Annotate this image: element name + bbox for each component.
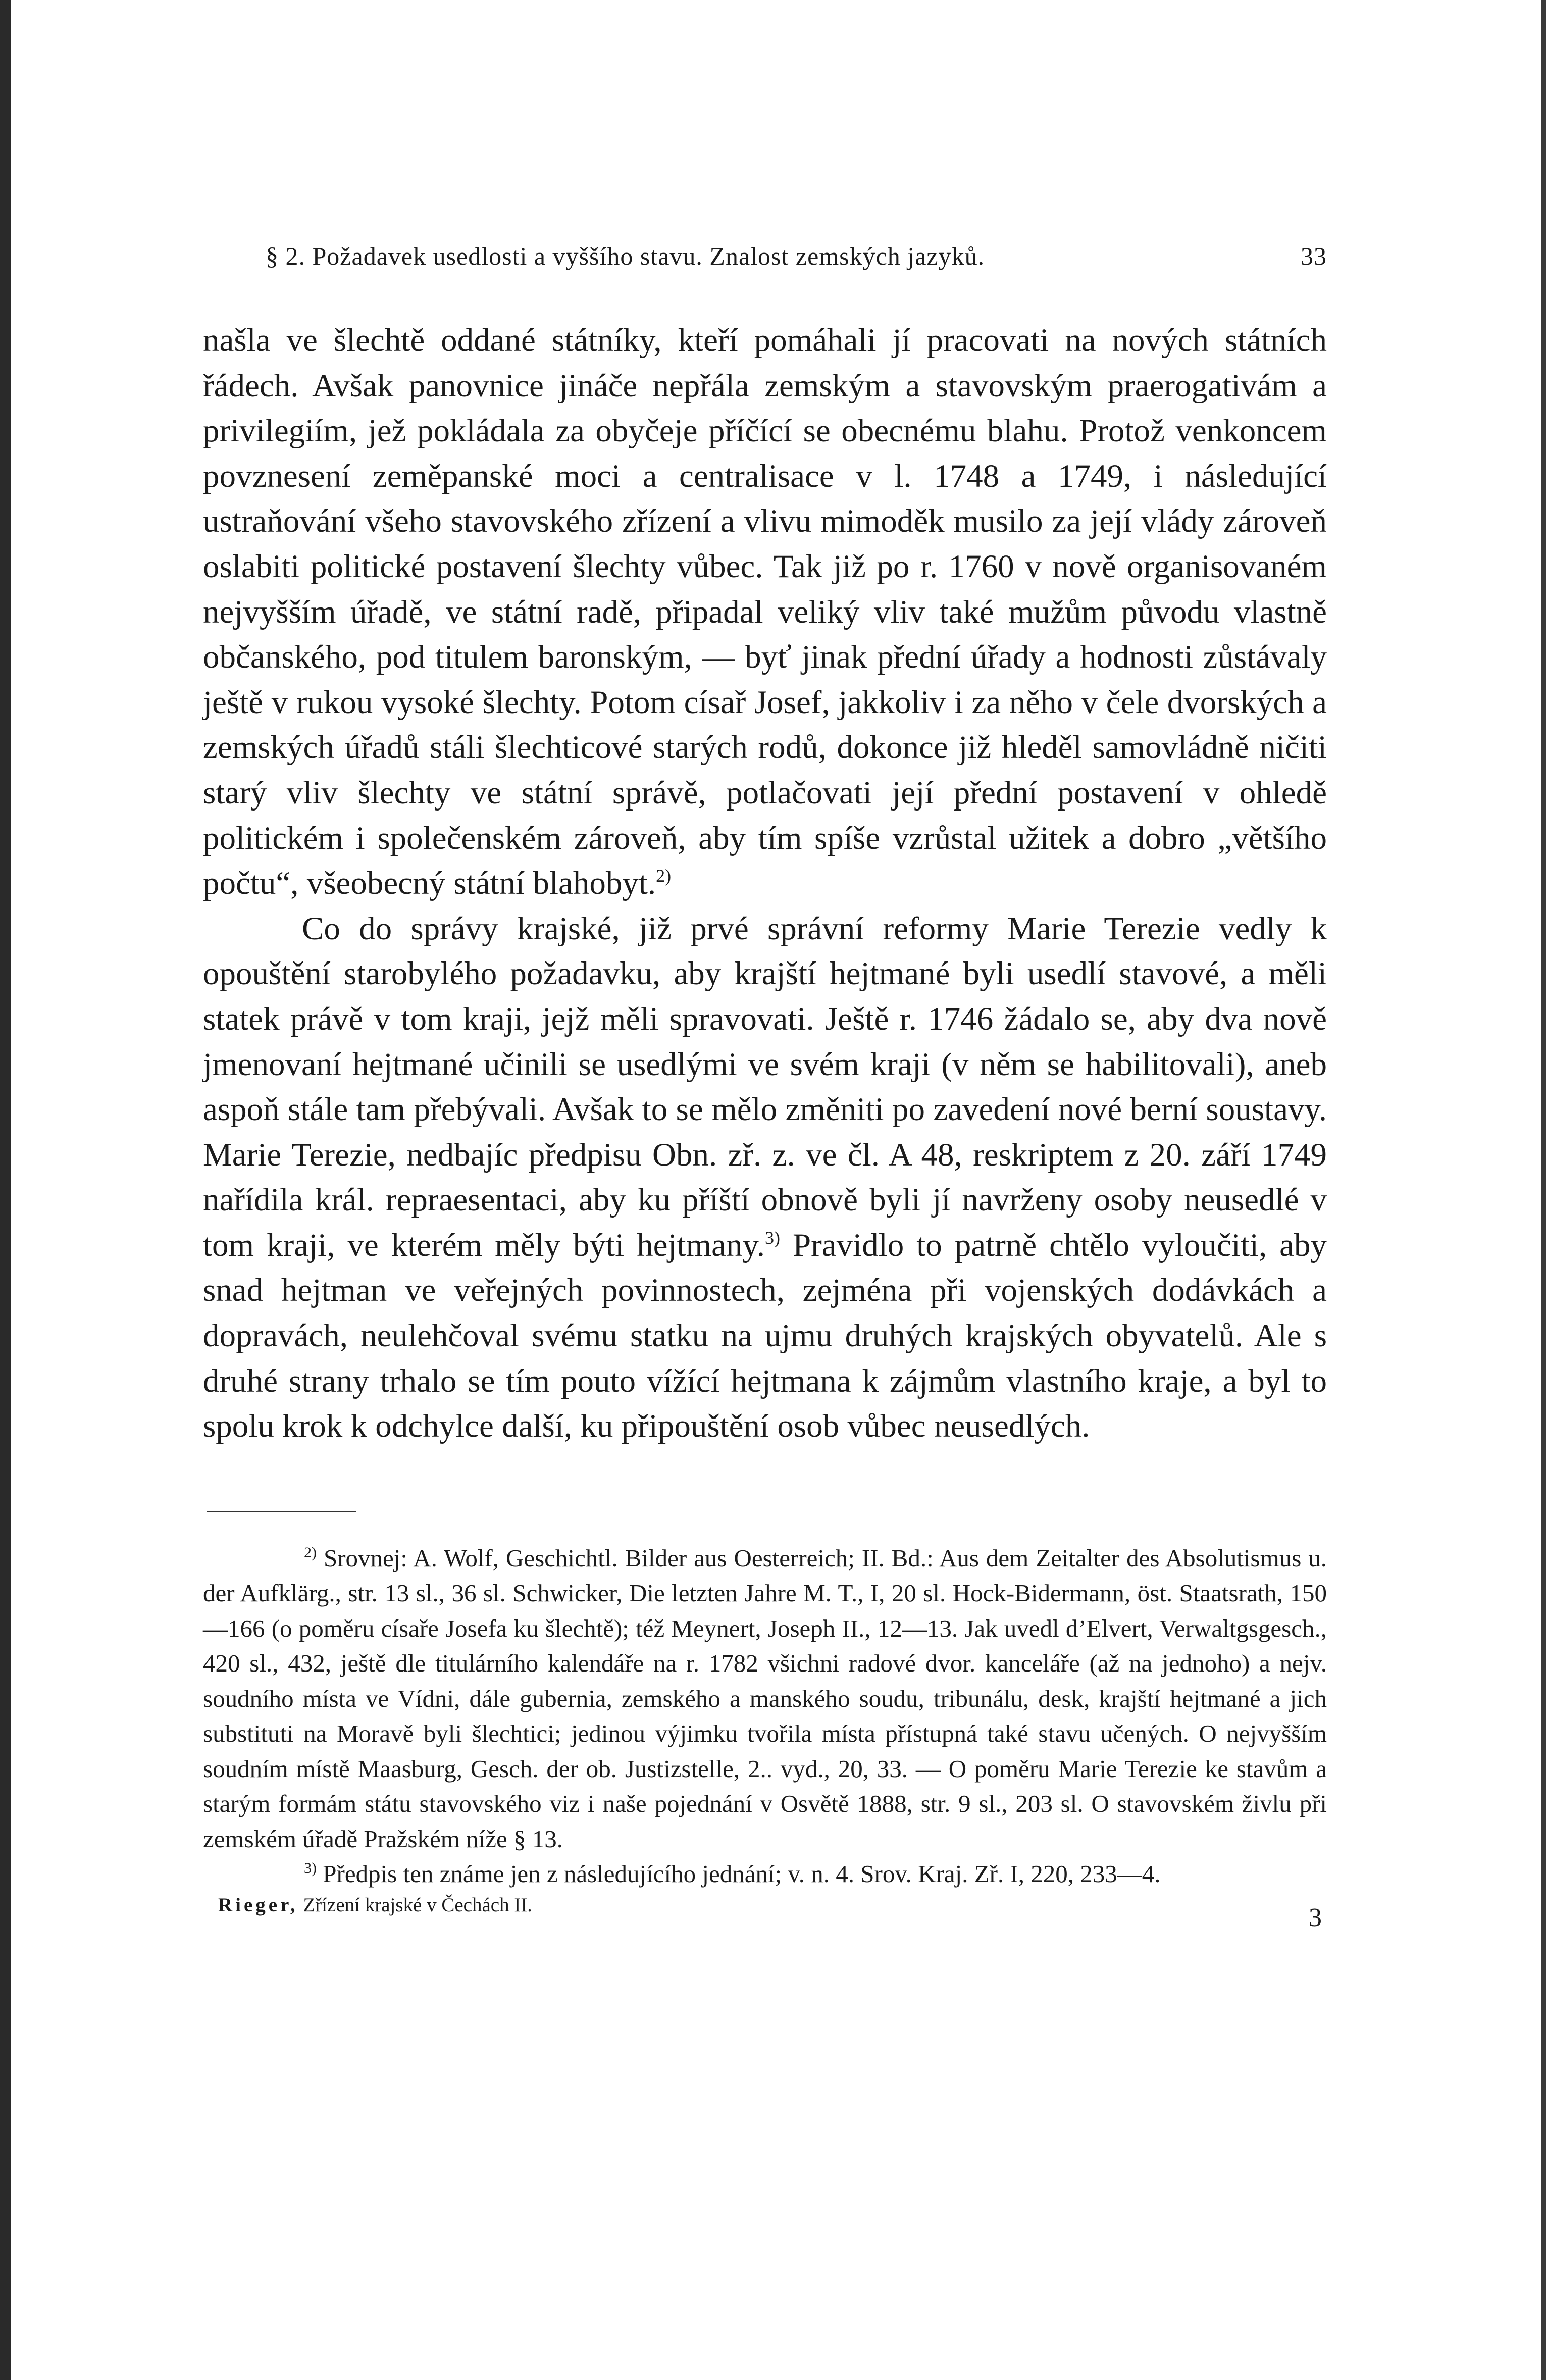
footnotes [203,1541,1327,1892]
body-text [203,318,1327,1449]
signature-author: Rieger, [218,1894,298,1916]
page-number: 33 [1301,242,1327,270]
scan-left-edge [0,0,11,2380]
signature-line [218,1894,532,1916]
running-head [266,241,1327,288]
footnote-ref: 2) [656,866,672,886]
footnote [203,1541,1327,1857]
signature-title: Zřízení krajské v Čechách II. [303,1894,533,1916]
paragraph: Co do správy krajské, již prvé správní reformy Marie Terezie vedly k opouštění starobylého požadavku, aby krajští hejtmané byli usedlí stavové, a měli statek právě v tom kraji, jejž měli spravovati. Ještě r. 1746 žádalo se, aby dva nově jmenovaní hejtmané učinili se usedlými ve svém kraji (v něm se habilitovali), aneb aspoň stále tam přebývali. Avšak to se mělo změniti po zavedení nové berní soustavy. Marie Terezie, nedbajíc předpisu Obn. zř. z. ve čl. A 48, reskriptem z 20. září 1749 nařídila král. repraesentaci, aby ku příští obnově byli jí navrženy osoby neusedlé v tom kraji, ve kterém měly býti hejtmany.$^{3)}$ Pravidlo to patrně chtělo vyloučiti, aby snad hejtman ve veřejných povinnostech, zejména při vojenských dodávkách a dopravách, neulehčoval svému statku na ujmu druhých krajských obyvatelů. Ale s druhé strany trhalo se tím pouto vížící hejtmana k zájmům vlastního kraje, a byl to spolu krok k odchylce další, ku připouštění osob vůbec neusedlých. [203,910,1327,1445]
footnote-mark: 3) [304,1860,317,1877]
sheet-number: 3 [1309,1903,1322,1932]
running-head-title: § 2. Požadavek usedlosti a vyššího stavu. Znalost zemských jazyků. [266,242,985,270]
footnote-text: Srovnej: A. Wolf, Geschichtl. Bilder aus Oesterreich; II. Bd.: Aus dem Zeitalter des Absolutismus u. der Aufklärg., str. 13 sl., 36 sl. Schwicker, Die letzten Jahre M. T., I, 20 sl. Hock-Bidermann, öst. Staatsrath, 150—166 (o poměru císaře Josefa ku šlechtě); též Meynert, Joseph II., 12—13. Jak uvedl d’Elvert, Verwaltgsgesch., 420 sl., 432, ještě dle titulárního kalendáře na r. 1782 všichni radové dvor. kanceláře (až na jednoho) a nejv. soudního místa ve Vídni, dále gubernia, zemského a manského soudu, tribunálu, desk, krajští hejtmané a jich substituti na Moravě byli šlechtici; jedinou výjimku tvořila místa přístupná také stavu učených. O nejvyšším soudním místě Maasburg, Gesch. der ob. Justizstelle, 2.. vyd., 20, 33. — O poměru Marie Terezie ke stavům a starým formám státu stavovského viz i naše pojednání v Osvětě 1888, str. 9 sl., 203 sl. O stavovském živlu při zemském úřadě Pražském níže § 13. [203,1544,1327,1853]
printer-signature [218,1894,1327,1933]
page [203,241,1327,1933]
footnote-ref: 3) [765,1227,781,1248]
footnote [203,1856,1327,1892]
footnote-text: Předpis ten známe jen z následujícího jednání; v. n. 4. Srov. Kraj. Zř. I, 220, 233—4. [323,1860,1161,1888]
footnote-mark: 2) [304,1544,317,1561]
scan-right-edge [1541,0,1546,2380]
paragraph: našla ve šlechtě oddané státníky, kteří pomáhali jí pracovati na nových státních řádech. Avšak panovnice jináče nepřála zemským a stavovským praerogativám a privilegiím, jež pokládala za obyčeje příčící se obecnému blahu. Protož venkoncem povznesení zeměpanské moci a centralisace v l. 1748 a 1749, i následující ustraňování všeho stavovského zřízení a vlivu mimoděk musilo za její vlády zároveň oslabiti politické postavení šlechty vůbec. Tak již po r. 1760 v nově organisovaném nejvyšším úřadě, ve státní radě, připadal veliký vliv také mužům původu vlastně občanského, pod titulem baronským, — byť jinak přední úřady a hodnosti zůstávaly ještě v rukou vysoké šlechty. Potom císař Josef, jakkoliv i za něho v čele dvorských a zemských úřadů stáli šlechticové starých rodů, dokonce již hleděl samovládně ničiti starý vliv šlechty ve státní správě, potlačovati její přední postavení v ohledě politickém i společenském zároveň, aby tím spíše vzrůstal užitek a dobro „většího počtu“, všeobecný státní blahobyt.$^{2)}$ [203,322,1327,902]
footnote-separator [207,1511,356,1512]
